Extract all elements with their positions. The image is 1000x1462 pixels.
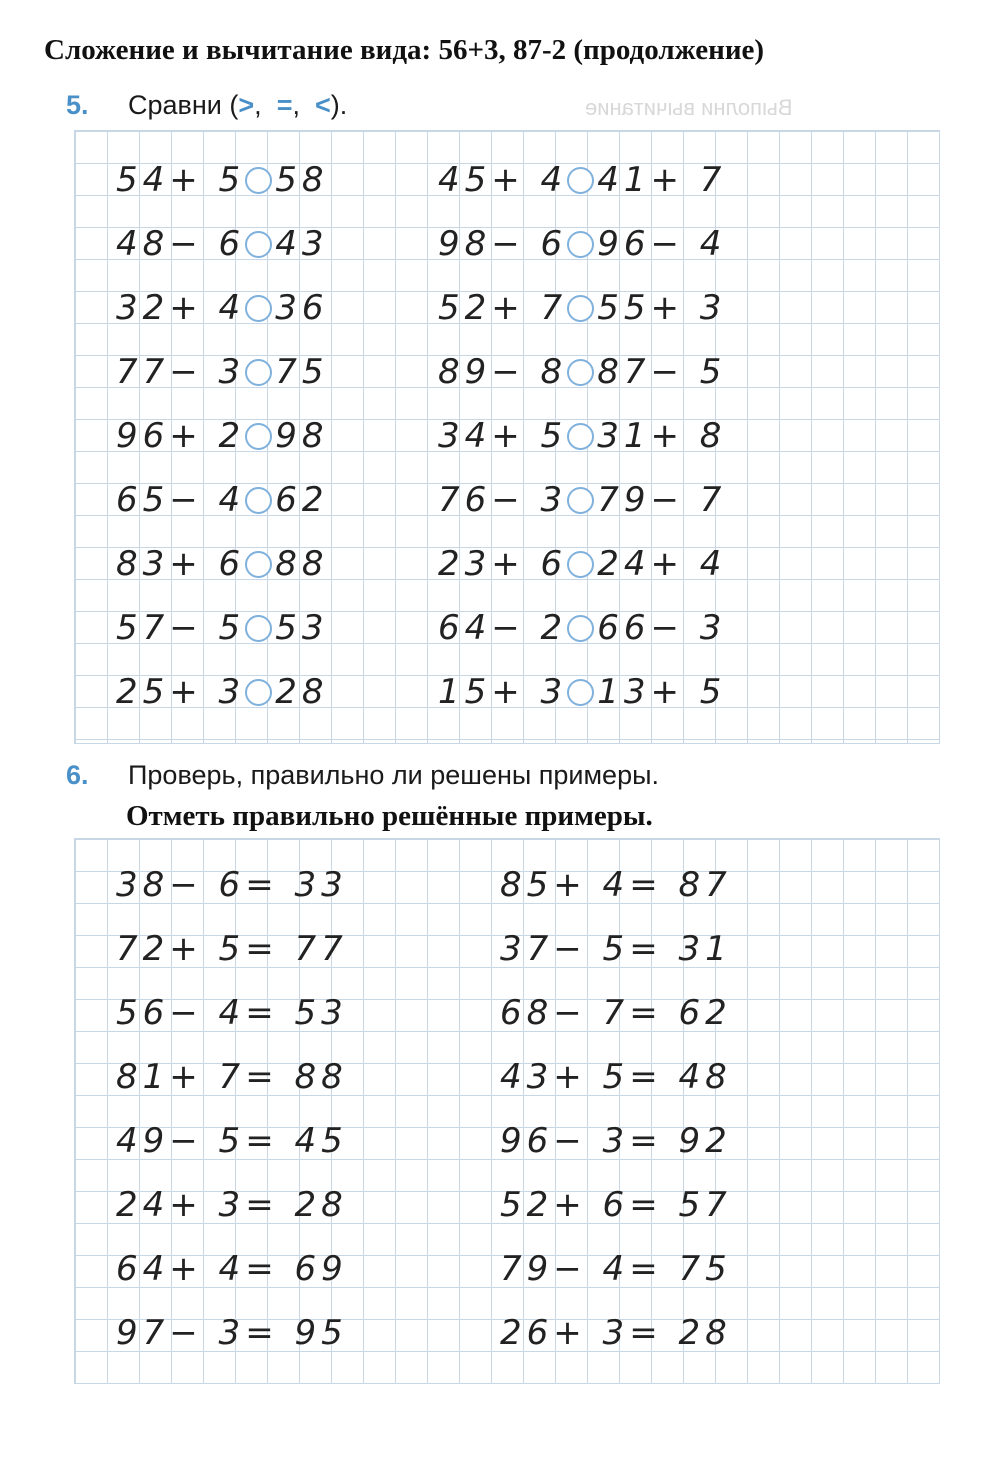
task6-number: 6. (66, 760, 89, 790)
expression: 64− 2 (438, 608, 568, 648)
expression: 45+ 4 (438, 160, 568, 200)
compare-circle[interactable] (245, 423, 272, 450)
comma: , (292, 90, 300, 120)
expression: 41+ 7 (597, 160, 727, 200)
comparison-row (116, 219, 328, 269)
compare-circle[interactable] (567, 615, 594, 642)
expression: 96− 4 (597, 224, 727, 264)
expression: 13+ 5 (597, 672, 727, 712)
compare-circle[interactable] (245, 487, 272, 514)
expression: 62 (275, 480, 329, 520)
mirrored-bleed-text: Выполни вычитание (585, 95, 793, 120)
equation-row[interactable]: 81+ 7= 88 (116, 1057, 348, 1097)
expression: 23+ 6 (438, 544, 568, 584)
instruction-prefix: Сравни ( (128, 90, 239, 120)
expression: 87− 5 (597, 352, 727, 392)
comparison-row (116, 347, 328, 397)
compare-circle[interactable] (245, 615, 272, 642)
expression: 32+ 4 (116, 288, 246, 328)
equation-row[interactable]: 85+ 4= 87 (500, 865, 732, 905)
expression: 28 (275, 672, 329, 712)
compare-circle[interactable] (567, 487, 594, 514)
comparison-row (438, 155, 726, 205)
expression: 65− 4 (116, 480, 246, 520)
equation-row[interactable]: 96− 3= 92 (500, 1121, 732, 1161)
expression: 15+ 3 (438, 672, 568, 712)
expression: 76− 3 (438, 480, 568, 520)
compare-circle[interactable] (567, 423, 594, 450)
equation-row[interactable]: 43+ 5= 48 (500, 1057, 732, 1097)
task6-instruction-line2: Отметь правильно решённые примеры. (126, 800, 653, 832)
comparison-row (438, 411, 726, 461)
comparison-row (116, 283, 328, 333)
expression: 43 (275, 224, 329, 264)
equation-row[interactable]: 37− 5= 31 (500, 929, 732, 969)
comparison-row (116, 539, 328, 589)
equals-symbol: = (276, 90, 293, 120)
compare-circle[interactable] (245, 231, 272, 258)
expression: 75 (275, 352, 329, 392)
comparison-row (116, 667, 328, 717)
equation-row[interactable]: 64+ 4= 69 (116, 1249, 348, 1289)
expression: 24+ 4 (597, 544, 727, 584)
comparison-row (116, 603, 328, 653)
expression: 53 (275, 608, 329, 648)
comparison-row (438, 603, 726, 653)
comparison-row (116, 411, 328, 461)
expression: 66− 3 (597, 608, 727, 648)
equation-row[interactable]: 52+ 6= 57 (500, 1185, 732, 1225)
compare-circle[interactable] (567, 231, 594, 258)
compare-circle[interactable] (245, 167, 272, 194)
compare-circle[interactable] (245, 551, 272, 578)
equation-row[interactable]: 68− 7= 62 (500, 993, 732, 1033)
expression: 79− 7 (597, 480, 727, 520)
expression: 89− 8 (438, 352, 568, 392)
comparison-row (438, 539, 726, 589)
equation-row[interactable]: 79− 4= 75 (500, 1249, 732, 1289)
equation-row[interactable]: 24+ 3= 28 (116, 1185, 348, 1225)
expression: 57− 5 (116, 608, 246, 648)
comparison-row (438, 219, 726, 269)
expression: 36 (275, 288, 329, 328)
compare-circle[interactable] (245, 295, 272, 322)
comparison-row (438, 667, 726, 717)
less-than-symbol: < (315, 90, 331, 120)
equation-row[interactable]: 38− 6= 33 (116, 865, 348, 905)
compare-circle[interactable] (567, 167, 594, 194)
compare-circle[interactable] (567, 551, 594, 578)
comparison-row (116, 155, 328, 205)
expression: 34+ 5 (438, 416, 568, 456)
compare-circle[interactable] (245, 679, 272, 706)
expression: 54+ 5 (116, 160, 246, 200)
compare-circle[interactable] (567, 679, 594, 706)
equation-row[interactable]: 49− 5= 45 (116, 1121, 348, 1161)
expression: 31+ 8 (597, 416, 727, 456)
expression: 25+ 3 (116, 672, 246, 712)
equation-row[interactable]: 72+ 5= 77 (116, 929, 348, 969)
instruction-suffix: ). (330, 90, 348, 120)
expression: 77− 3 (116, 352, 246, 392)
task5-instruction (128, 90, 347, 121)
task6-instruction-line1: Проверь, правильно ли решены примеры. (128, 760, 659, 790)
compare-circle[interactable] (567, 359, 594, 386)
expression: 98 (275, 416, 329, 456)
expression: 55+ 3 (597, 288, 727, 328)
equation-row[interactable]: 26+ 3= 28 (500, 1313, 732, 1353)
comparison-row (438, 347, 726, 397)
task6-grid (74, 838, 940, 1384)
compare-circle[interactable] (567, 295, 594, 322)
comparison-row (438, 283, 726, 333)
equation-row[interactable]: 56− 4= 53 (116, 993, 348, 1033)
compare-circle[interactable] (245, 359, 272, 386)
expression: 88 (275, 544, 329, 584)
page-title: Сложение и вычитание вида: 56+3, 87-2 (продолжение) (44, 34, 765, 66)
expression: 96+ 2 (116, 416, 246, 456)
equation-row[interactable]: 97− 3= 95 (116, 1313, 348, 1353)
task5-number: 5. (66, 90, 89, 120)
expression: 83+ 6 (116, 544, 246, 584)
expression: 52+ 7 (438, 288, 568, 328)
expression: 58 (275, 160, 329, 200)
comparison-row (438, 475, 726, 525)
comparison-row (116, 475, 328, 525)
comma: , (254, 90, 262, 120)
greater-than-symbol: > (238, 90, 255, 120)
expression: 48− 6 (116, 224, 246, 264)
expression: 98− 6 (438, 224, 568, 264)
